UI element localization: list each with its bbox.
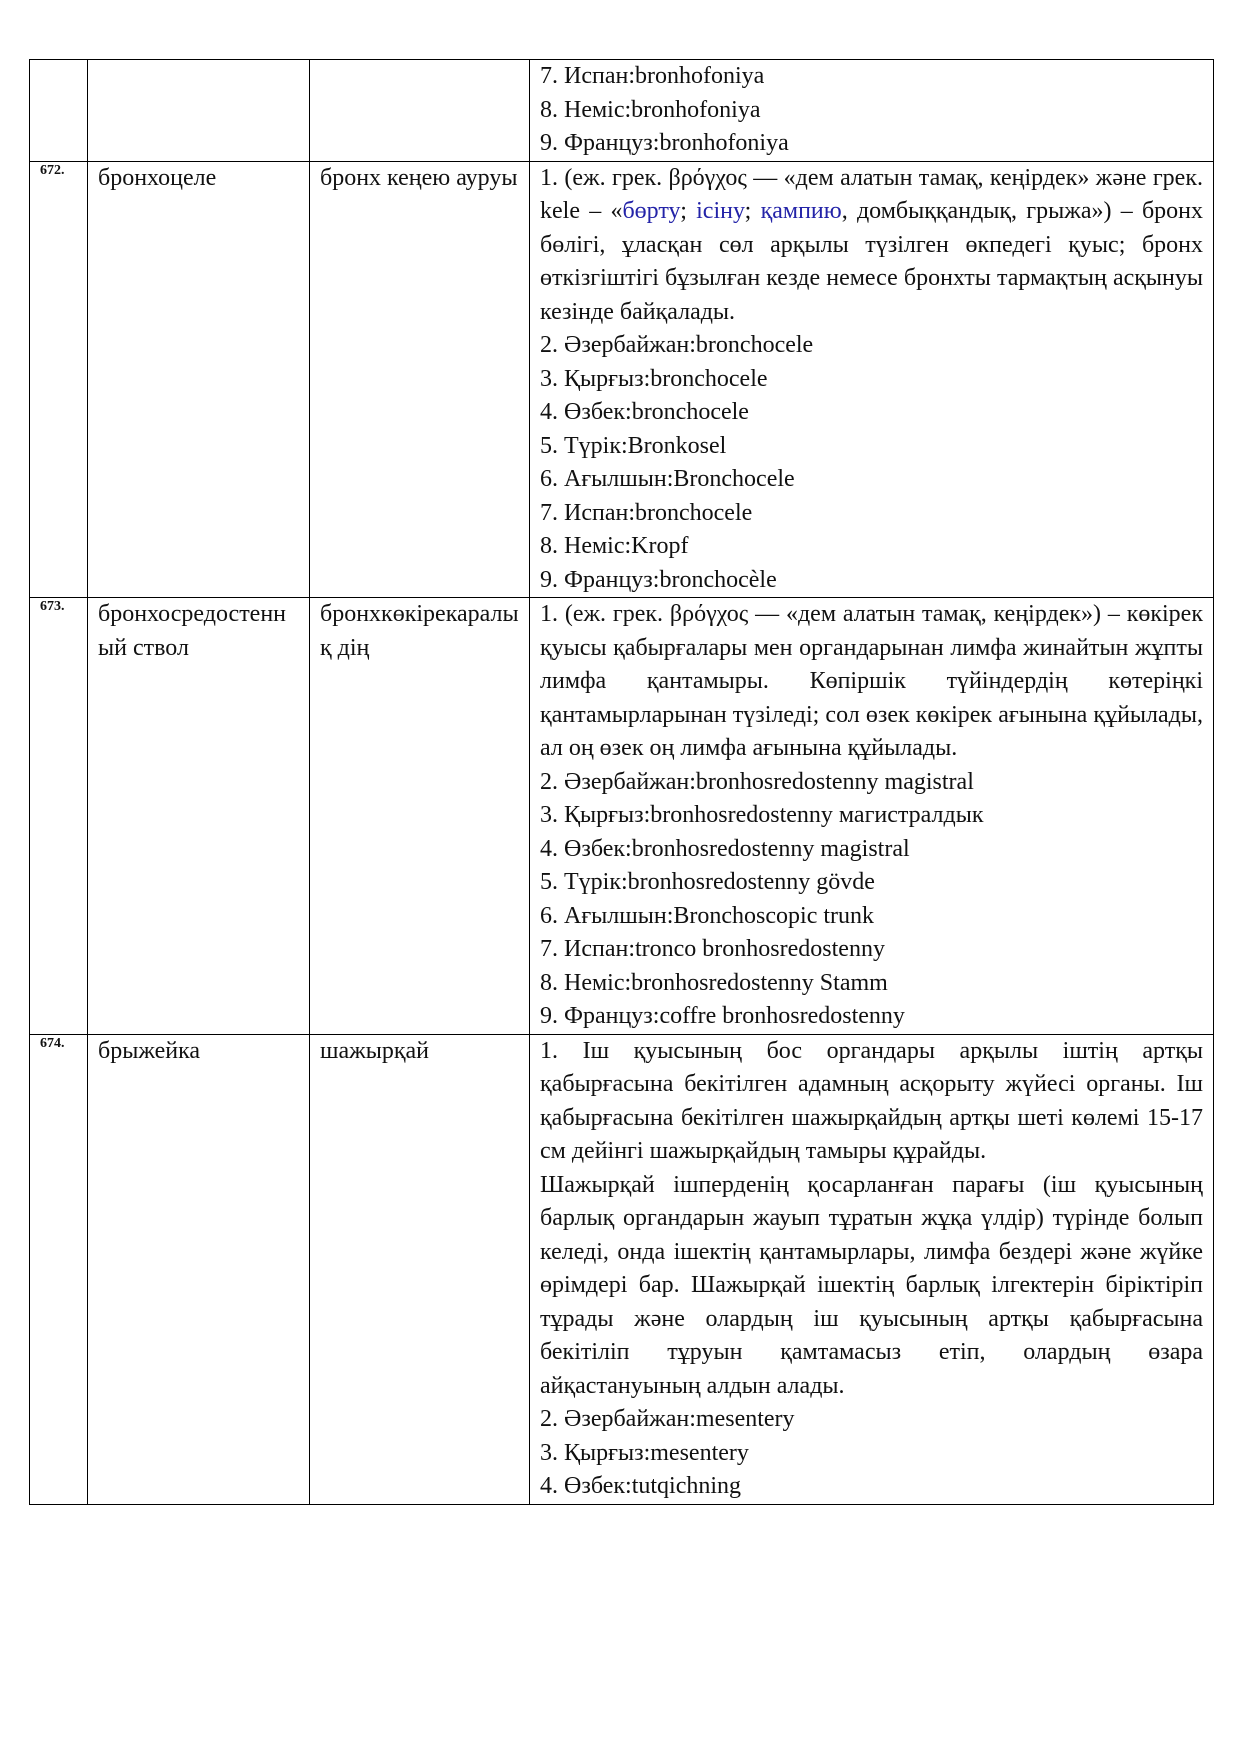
definition-link[interactable]: ісіну: [696, 198, 745, 224]
term-cell: [88, 60, 310, 162]
entry-number: 672.: [30, 161, 88, 598]
dictionary-table: [29, 59, 1214, 1505]
translation-line: 9. Француз:bronchocèle: [540, 566, 777, 593]
entry-number: 674.: [30, 1034, 88, 1504]
translation-line: 5. Түрік:bronhosredostenny gövde: [540, 869, 875, 895]
kazakh-term: бронх кеңею ауруы: [310, 161, 530, 598]
translation-line: 4. Өзбек:bronchocele: [540, 399, 749, 425]
definition-text: 1. (еж. грек. βρόγχος — «дем алатын тамақ, кеңірдек» және грек. kele – «бөрту; ісіну; қампию, домбыққандық, грыжа») – бронх бөлігі, ұласқан сөл арқылы түзілген өкпедегі қуыс; бронх өткізгіштігі бұзылған кезде немесе бронхты тармақтың асқынуы кезінде байқалады.: [540, 164, 1204, 325]
table-row: [30, 598, 1214, 1035]
translation-line: 3. Қырғыз:mesentery: [540, 1439, 749, 1466]
russian-term: бронхосредостенный ствол: [88, 598, 310, 1035]
translation-line: 7. Испан:tronco bronhosredostenny: [540, 936, 885, 962]
translation-line: 2. Әзербайжан:bronchocele: [540, 332, 814, 358]
definition-link[interactable]: қампию: [760, 198, 842, 224]
translation-line: 7. Испан:bronchocele: [540, 499, 753, 526]
entry-number: 673.: [30, 598, 88, 1035]
definition-cell: [530, 1034, 1214, 1504]
kazakh-term: бронхкөкірекаралық дің: [310, 598, 530, 1035]
definition-link[interactable]: бөрту: [622, 198, 681, 224]
translation-line: 4. Өзбек:bronhosredostenny magistral: [540, 835, 910, 862]
translation-line: 9. Француз:bronhofoniya: [540, 130, 789, 156]
translation-line: 3. Қырғыз:bronhosredostenny магистралдык: [540, 802, 984, 828]
definition-text: Шажырқай ішперденің қосарланған парағы (іш қуысының барлық органдарын жауып тұратын жұқа үлдір) түрінде болып келеді, онда ішектің қантамырлары, лимфа бездері және жүйке өрімдері бар. Шажырқай ішектің барлық ілгектерін біріктіріп тұрады және олардың іш қуысының артқы қабырғасына бекітіліп тұруын қамтамасыз етіп, олардың өзара айқастануының алдын алады.: [540, 1171, 1203, 1399]
definition-text: 1. Іш қуысының бос органдары арқылы іштің артқы қабырғасына бекітілген адамның асқорыту жүйесі органы. Іш қабырғасына бекітілген шажырқайдың артқы шеті көлемі 15-17 см дейінгі шажырқайдың тамыры құрайды.: [540, 1037, 1203, 1164]
translation-line: 6. Ағылшын:Bronchocele: [540, 466, 795, 492]
translation-line: 5. Түрік:Bronkosel: [540, 432, 727, 459]
definition-text: 1. (еж. грек. βρόγχος — «дем алатын тамақ, кеңірдек») – көкірек қуысы қабырғалары мен органдарынан лимфа жинайтын жұпты лимфа қантамыры. Көпіршік түйіндердің көтеріңкі қантамырларынан түзіледі; сол өзек көкірек ағынына құйылады, ал оң өзек оң лимфа ағынына құйылады.: [540, 601, 1203, 761]
translation-line: 2. Әзербайжан:mesentery: [540, 1406, 795, 1432]
translation-line: 3. Қырғыз:bronchocele: [540, 365, 768, 392]
translation-line: 8. Неміс:bronhosredostenny Stamm: [540, 969, 888, 996]
translation-line: 6. Ағылшын:Bronchoscopic trunk: [540, 902, 875, 929]
table-row: [30, 60, 1214, 162]
translation-line: 7. Испан:bronhofoniya: [540, 63, 765, 89]
translation-line: 2. Әзербайжан:bronhosredostenny magistral: [540, 768, 974, 795]
definition-cell: [530, 161, 1214, 598]
entry-number-cell: [30, 60, 88, 162]
translation-line: 9. Француз:coffre bronhosredostenny: [540, 1003, 905, 1029]
translation-line: 8. Неміс:bronhofoniya: [540, 96, 761, 123]
russian-term: брыжейка: [88, 1034, 310, 1504]
kazakh-term-cell: [310, 60, 530, 162]
table-row: [30, 161, 1214, 598]
table-row: [30, 1034, 1214, 1504]
translation-line: 4. Өзбек:tutqichning: [540, 1473, 742, 1499]
russian-term: бронхоцеле: [88, 161, 310, 598]
definition-cell: [530, 60, 1214, 162]
kazakh-term: шажырқай: [310, 1034, 530, 1504]
definition-cell: [530, 598, 1214, 1035]
translation-line: 8. Неміс:Kropf: [540, 533, 689, 559]
